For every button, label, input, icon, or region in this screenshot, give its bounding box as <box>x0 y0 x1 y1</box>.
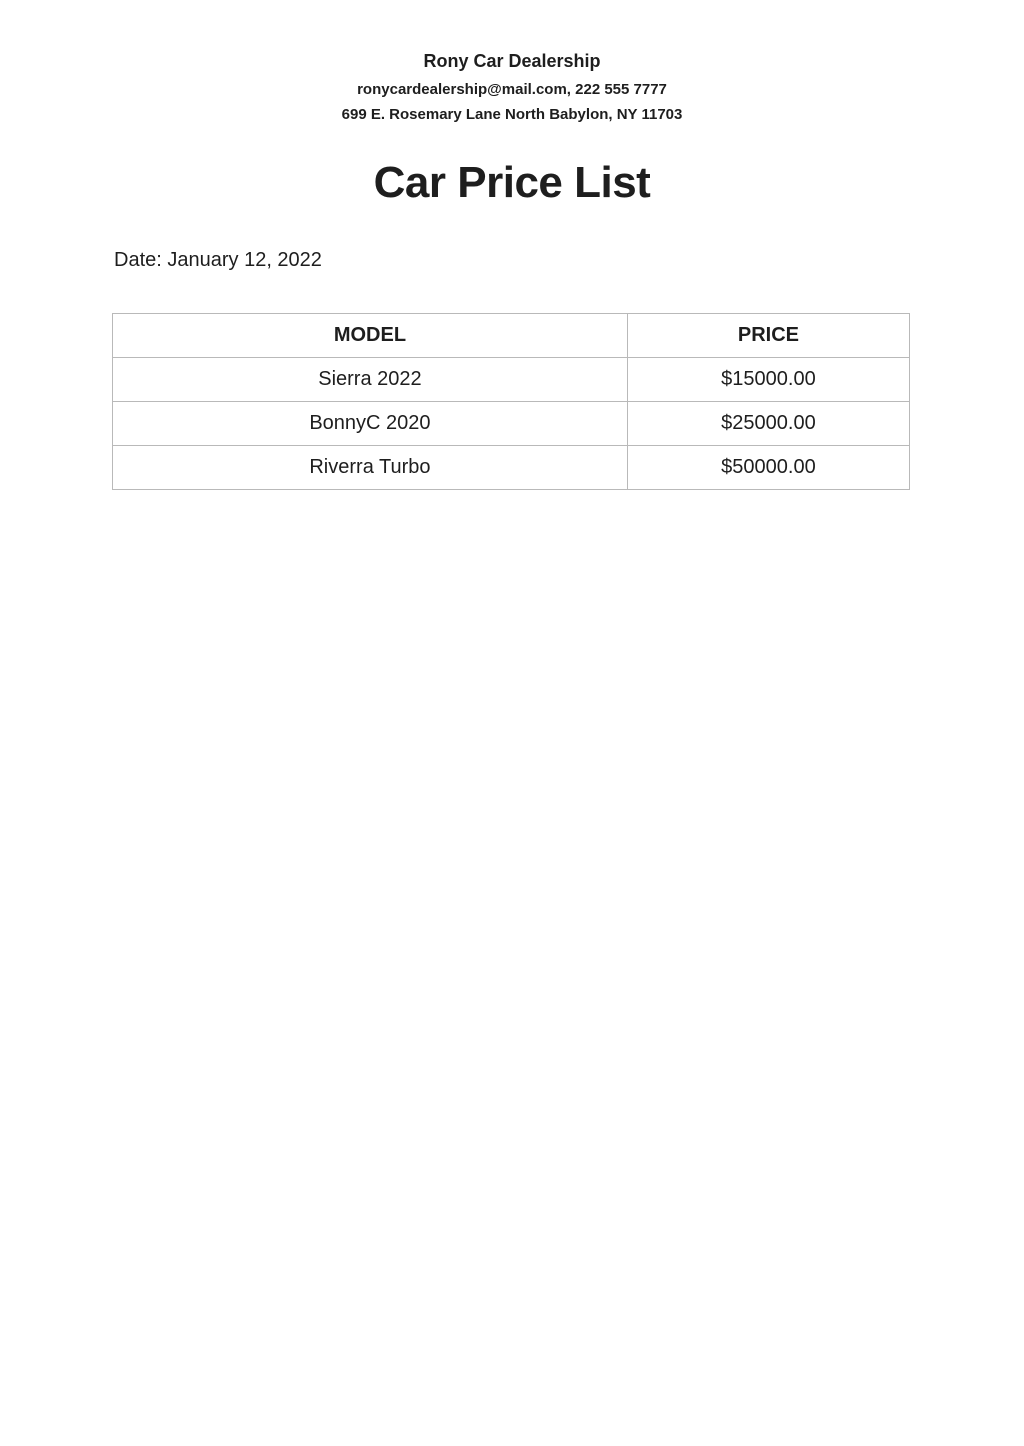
model-cell: Riverra Turbo <box>113 446 628 490</box>
table-row <box>113 446 910 490</box>
company-name: Rony Car Dealership <box>423 51 601 71</box>
company-address: 699 E. Rosemary Lane North Babylon, NY 11703 <box>341 106 683 123</box>
column-header-price: PRICE <box>627 314 909 358</box>
price-cell: $50000.00 <box>627 446 909 490</box>
table-row <box>113 402 910 446</box>
page-title: Car Price List <box>373 158 651 207</box>
company-contact: ronycardealership@mail.com, 222 555 7777 <box>357 81 667 98</box>
model-cell: Sierra 2022 <box>113 358 628 402</box>
document-date: Date: January 12, 2022 <box>114 249 322 271</box>
table-row <box>113 358 910 402</box>
price-cell: $25000.00 <box>627 402 909 446</box>
model-cell: BonnyC 2020 <box>113 402 628 446</box>
column-header-model: MODEL <box>113 314 628 358</box>
price-table <box>112 313 910 490</box>
price-cell: $15000.00 <box>627 358 909 402</box>
table-header-row <box>113 314 910 358</box>
